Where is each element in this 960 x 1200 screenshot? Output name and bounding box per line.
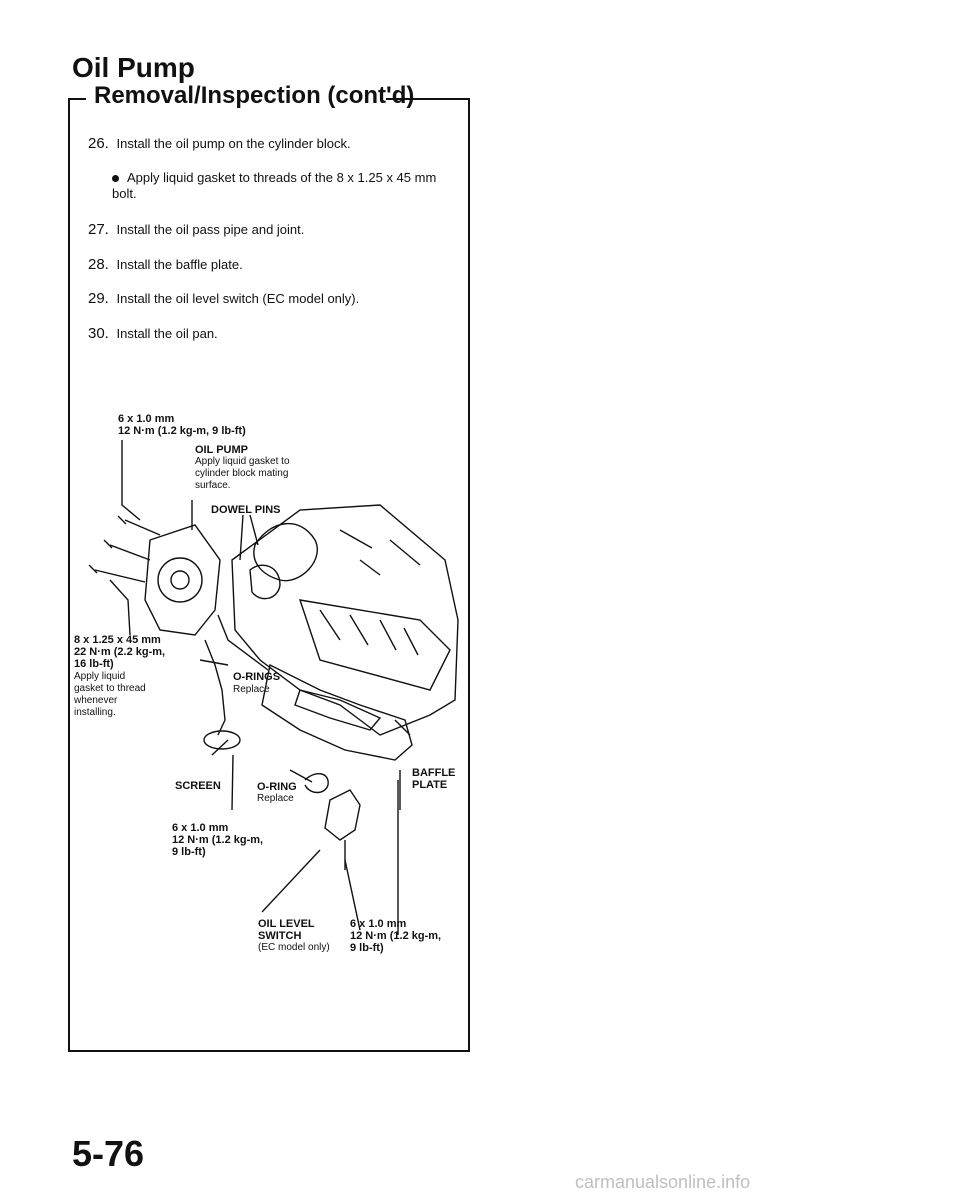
leader-bolt-top [122,440,140,520]
label-bolt-8x125-note-3: whenever [74,695,118,706]
watermark: carmanualsonline.info [575,1172,751,1192]
step-number: 28. [88,256,109,273]
leader-bolt-8x125 [110,580,130,635]
step-number: 26. [88,135,109,152]
label-bolt-8x125 [74,634,165,670]
leader-o-rings-2 [218,615,268,670]
block-detail-2 [250,565,280,598]
step-number: 30. [88,325,109,342]
step-number: 27. [88,221,109,238]
label-oil-level-switch-note: (EC model only) [258,942,330,953]
step-text: Install the oil pan. [116,326,218,341]
label-o-ring: O-RING [257,781,297,793]
label-bolt-8x125-note-4: installing. [74,707,116,718]
o-ring-part [305,774,328,793]
label-bolt-6x1-top [118,413,246,437]
oil-pump-rotor [158,558,202,602]
step-text: Install the baffle plate. [116,257,243,272]
label-bolt-8x125-note-2: gasket to thread [74,683,146,694]
step-text: Install the oil level switch (EC model only). [116,291,360,306]
leader-dowel-pins [240,515,258,560]
label-oil-pump-note [195,456,290,492]
label-bolt-6x1-bottom-size: 6 x 1.0 mm [350,918,407,930]
label-oil-level-switch [258,918,315,942]
oil-pickup-pipe [205,640,225,735]
leader-6x1-mid [232,755,233,810]
label-bolt-8x125-note [74,671,146,719]
label-bolt-8x125-note-1: Apply liquid [74,671,126,682]
label-bolt-torque: 12 N·m (1.2 kg-m, 9 lb-ft) [118,425,246,437]
label-baffle-plate [412,767,455,791]
label-o-rings-note: Replace [233,684,270,695]
label-oil-pump-name: OIL PUMP [195,444,248,456]
step-text: Install the oil pass pipe and joint. [116,222,305,237]
label-bolt-6x1-mid-size: 6 x 1.0 mm [172,822,229,834]
section-title: Removal/Inspection (cont'd) [94,82,415,109]
oil-level-switch-body [325,790,360,840]
label-o-rings: O-RINGS [233,671,281,683]
leader-oil-level-switch [262,850,320,912]
page-number: 5-76 [72,1133,145,1174]
label-bolt-8x125-torque-1: 22 N·m (2.2 kg-m, [74,646,166,658]
label-oil-level-switch-line-2: SWITCH [258,930,302,942]
pump-bolt-3 [89,565,145,582]
block-detail-5 [340,530,420,575]
step-number: 29. [88,290,109,307]
label-bolt-6x1-bottom-torque-1: 12 N·m (1.2 kg-m, [350,930,442,942]
label-bolt-6x1-mid-torque-1: 12 N·m (1.2 kg-m, [172,834,264,846]
label-oil-pump-note-2: cylinder block mating [195,468,289,479]
page-title: Oil Pump [72,52,195,83]
label-baffle-plate-line-2: PLATE [412,779,448,791]
label-bolt-8x125-size: 8 x 1.25 x 45 mm [74,634,161,646]
label-bolt-6x1-bottom [350,918,441,954]
engine-block-outline [232,505,458,735]
label-oil-pump-note-1: Apply liquid gasket to [195,456,290,467]
label-oil-pump [195,444,248,456]
oil-pump-body [145,525,220,635]
label-oil-level-switch-line-1: OIL LEVEL [258,918,315,930]
step-text: Install the oil pump on the cylinder block. [116,136,351,151]
label-dowel-pins: DOWEL PINS [211,504,281,516]
label-screen: SCREEN [175,780,221,792]
block-detail-1 [254,524,317,581]
label-bolt-6x1-mid-torque-2: 9 lb-ft) [172,846,206,858]
label-bolt-6x1-mid [172,822,263,858]
oil-pump-hub [171,571,189,589]
label-oil-pump-note-3: surface. [195,480,231,491]
label-bolt-8x125-torque-2: 16 lb-ft) [74,658,114,670]
label-bolt-6x1-bottom-torque-2: 9 lb-ft) [350,942,384,954]
label-bolt-size: 6 x 1.0 mm [118,413,175,425]
label-o-ring-note: Replace [257,793,294,804]
label-baffle-plate-line-1: BAFFLE [412,767,456,779]
bullet-text: Apply liquid gasket to threads of the 8 x 1.25 x 45 mm bolt. [112,170,437,201]
pump-bolt-2 [104,540,150,560]
